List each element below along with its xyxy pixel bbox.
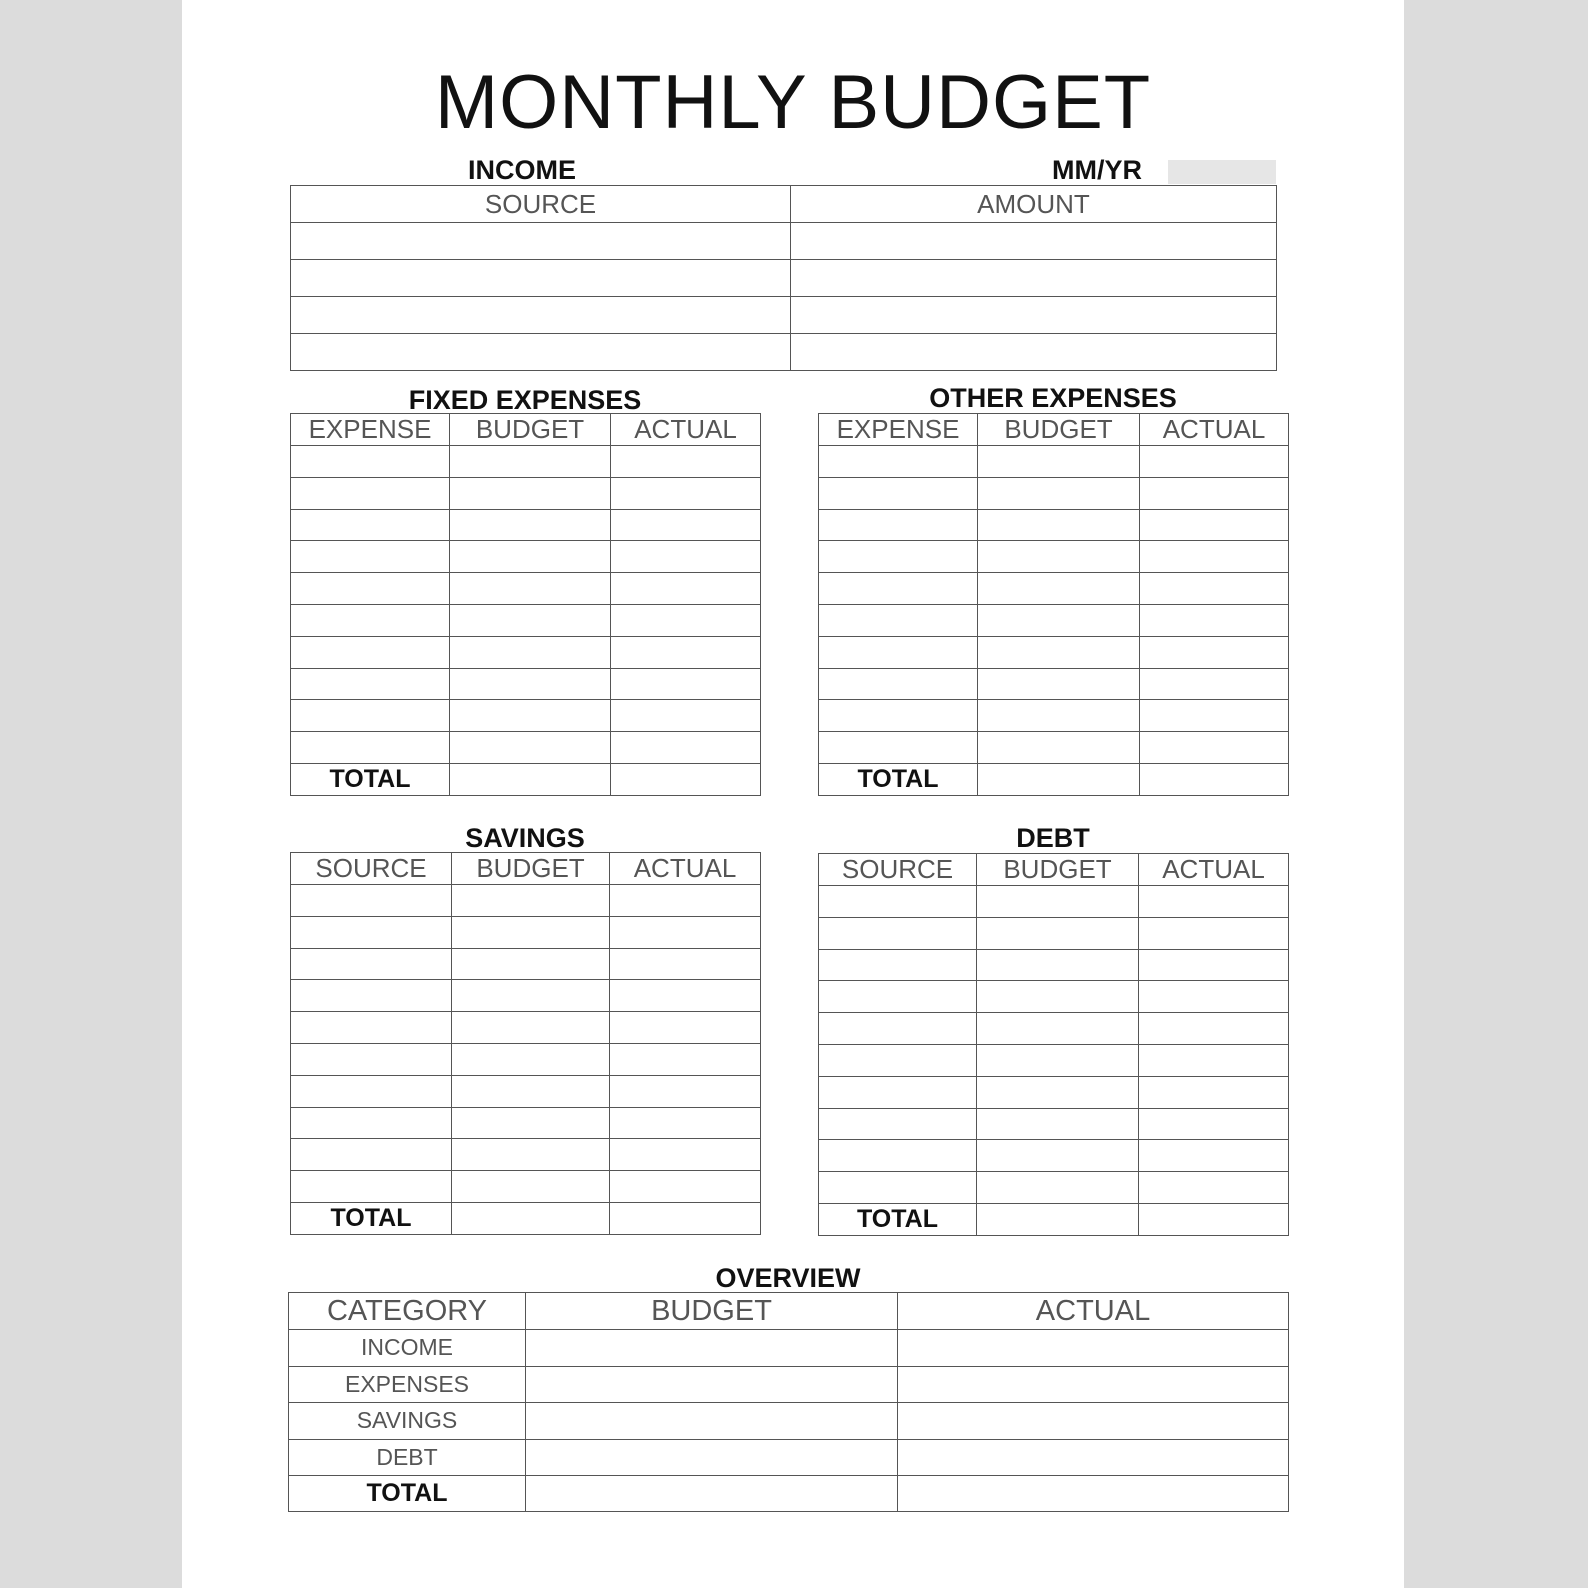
- entry-cell-budget[interactable]: [978, 732, 1140, 764]
- column-header-budget: BUDGET: [977, 854, 1139, 886]
- column-header-amount: AMOUNT: [791, 186, 1277, 223]
- entry-cell-budget[interactable]: [450, 668, 611, 700]
- table-row: [291, 1075, 761, 1107]
- entry-cell-actual[interactable]: [611, 636, 761, 668]
- table-row: [819, 573, 1289, 605]
- category-label-expenses: EXPENSES: [289, 1366, 526, 1403]
- savings-title: SAVINGS: [465, 823, 585, 853]
- entry-cell-source[interactable]: [819, 981, 977, 1013]
- table-row: [291, 541, 761, 573]
- table-row: [819, 477, 1289, 509]
- table-row: [819, 1140, 1289, 1172]
- entry-cell-expense[interactable]: [291, 668, 450, 700]
- entry-cell-amount[interactable]: [791, 260, 1277, 297]
- table-row: [819, 732, 1289, 764]
- total-row: [819, 763, 1289, 795]
- entry-cell-actual[interactable]: [1139, 1013, 1289, 1045]
- entry-cell-actual[interactable]: [1140, 509, 1289, 541]
- entry-cell-budget[interactable]: [452, 948, 610, 980]
- entry-cell-actual[interactable]: [1139, 1140, 1289, 1172]
- total-cell-actual[interactable]: [898, 1476, 1289, 1512]
- total-row: [819, 1203, 1289, 1235]
- debt-title: DEBT: [1016, 823, 1090, 853]
- entry-cell-expense[interactable]: [819, 604, 978, 636]
- entry-cell-actual[interactable]: [1139, 1172, 1289, 1204]
- total-cell-budget[interactable]: [526, 1476, 898, 1512]
- entry-cell-source[interactable]: [291, 1075, 452, 1107]
- entry-cell-source[interactable]: [819, 1076, 977, 1108]
- column-header-expense: EXPENSE: [819, 414, 978, 446]
- entry-cell-source[interactable]: [291, 1139, 452, 1171]
- table-row: [819, 886, 1289, 918]
- entry-cell-budget[interactable]: [450, 700, 611, 732]
- table-row: [291, 1012, 761, 1044]
- table-row: [819, 1172, 1289, 1204]
- entry-cell-actual[interactable]: [611, 477, 761, 509]
- income-title: INCOME: [468, 155, 576, 185]
- header-row: [291, 414, 761, 446]
- entry-cell-actual[interactable]: [1140, 732, 1289, 764]
- entry-cell-actual[interactable]: [611, 732, 761, 764]
- other-expenses-table: [818, 413, 1289, 796]
- entry-cell-budget[interactable]: [452, 1043, 610, 1075]
- table-row: [819, 949, 1289, 981]
- entry-cell-actual[interactable]: [1140, 604, 1289, 636]
- total-cell-budget[interactable]: [978, 763, 1140, 795]
- header-row: [819, 414, 1289, 446]
- header-row: [291, 186, 1277, 223]
- table-row: [819, 636, 1289, 668]
- entry-cell-source[interactable]: [291, 1107, 452, 1139]
- table-row: [291, 700, 761, 732]
- table-row: [291, 446, 761, 478]
- total-label: TOTAL: [819, 763, 978, 795]
- entry-cell-budget[interactable]: [977, 949, 1139, 981]
- entry-cell-budget[interactable]: [977, 1013, 1139, 1045]
- entry-cell-budget[interactable]: [452, 916, 610, 948]
- table-row: [291, 297, 1277, 334]
- entry-cell-source[interactable]: [291, 1012, 452, 1044]
- entry-cell-expense[interactable]: [291, 636, 450, 668]
- table-row: [289, 1439, 1289, 1476]
- entry-cell-actual[interactable]: [610, 885, 761, 917]
- entry-cell-actual[interactable]: [610, 916, 761, 948]
- total-cell-actual[interactable]: [1140, 763, 1289, 795]
- entry-cell-actual[interactable]: [1139, 886, 1289, 918]
- table-row: [291, 260, 1277, 297]
- entry-cell-source[interactable]: [291, 948, 452, 980]
- table-row: [291, 1043, 761, 1075]
- entry-cell-budget[interactable]: [450, 732, 611, 764]
- mmyr-field[interactable]: [1168, 160, 1276, 184]
- header-row: [819, 854, 1289, 886]
- table-row: [291, 732, 761, 764]
- entry-cell-actual[interactable]: [898, 1366, 1289, 1403]
- entry-cell-expense[interactable]: [291, 732, 450, 764]
- entry-cell-actual[interactable]: [610, 1107, 761, 1139]
- entry-cell-actual[interactable]: [1140, 541, 1289, 573]
- fixed-expenses-title: FIXED EXPENSES: [408, 385, 642, 415]
- table-row: [291, 477, 761, 509]
- entry-cell-budget[interactable]: [452, 1012, 610, 1044]
- income-table: [290, 185, 1277, 371]
- entry-cell-source[interactable]: [819, 1140, 977, 1172]
- entry-cell-expense[interactable]: [819, 509, 978, 541]
- entry-cell-actual[interactable]: [611, 700, 761, 732]
- entry-cell-actual[interactable]: [1140, 446, 1289, 478]
- table-row: [291, 604, 761, 636]
- total-cell-budget[interactable]: [450, 763, 611, 795]
- entry-cell-budget[interactable]: [978, 668, 1140, 700]
- entry-cell-expense[interactable]: [819, 636, 978, 668]
- table-row: [291, 948, 761, 980]
- entry-cell-actual[interactable]: [611, 446, 761, 478]
- total-cell-budget[interactable]: [977, 1203, 1139, 1235]
- column-header-budget: BUDGET: [526, 1293, 898, 1330]
- column-header-source: SOURCE: [819, 854, 977, 886]
- column-header-actual: ACTUAL: [898, 1293, 1289, 1330]
- entry-cell-actual[interactable]: [1139, 1044, 1289, 1076]
- table-row: [291, 573, 761, 605]
- entry-cell-actual[interactable]: [1140, 668, 1289, 700]
- entry-cell-source[interactable]: [291, 1171, 452, 1203]
- total-cell-actual[interactable]: [610, 1202, 761, 1234]
- entry-cell-actual[interactable]: [610, 1043, 761, 1075]
- entry-cell-actual[interactable]: [610, 948, 761, 980]
- entry-cell-actual[interactable]: [1139, 1076, 1289, 1108]
- total-cell-actual[interactable]: [1139, 1203, 1289, 1235]
- table-row: [819, 981, 1289, 1013]
- total-row: [289, 1476, 1289, 1512]
- entry-cell-source[interactable]: [819, 1108, 977, 1140]
- entry-cell-actual[interactable]: [1139, 949, 1289, 981]
- entry-cell-actual[interactable]: [1139, 1108, 1289, 1140]
- total-label: TOTAL: [291, 763, 450, 795]
- column-header-actual: ACTUAL: [611, 414, 761, 446]
- entry-cell-budget[interactable]: [450, 477, 611, 509]
- entry-cell-actual[interactable]: [1139, 917, 1289, 949]
- entry-cell-actual[interactable]: [1140, 700, 1289, 732]
- column-header-source: SOURCE: [291, 186, 791, 223]
- total-cell-actual[interactable]: [611, 763, 761, 795]
- entry-cell-actual[interactable]: [1140, 636, 1289, 668]
- table-row: [291, 636, 761, 668]
- total-row: [291, 763, 761, 795]
- entry-cell-actual[interactable]: [611, 509, 761, 541]
- fixed-expenses-table: [290, 413, 761, 796]
- entry-cell-budget[interactable]: [450, 573, 611, 605]
- entry-cell-expense[interactable]: [819, 700, 978, 732]
- table-row: [291, 668, 761, 700]
- page-title: MONTHLY BUDGET: [434, 60, 1152, 145]
- table-row: [291, 1107, 761, 1139]
- entry-cell-budget[interactable]: [450, 636, 611, 668]
- column-header-actual: ACTUAL: [610, 853, 761, 885]
- entry-cell-actual[interactable]: [611, 541, 761, 573]
- table-row: [819, 917, 1289, 949]
- entry-cell-expense[interactable]: [819, 573, 978, 605]
- table-row: [291, 1171, 761, 1203]
- entry-cell-budget[interactable]: [526, 1330, 898, 1367]
- table-row: [819, 509, 1289, 541]
- entry-cell-budget[interactable]: [452, 1107, 610, 1139]
- entry-cell-budget[interactable]: [977, 1076, 1139, 1108]
- entry-cell-budget[interactable]: [526, 1403, 898, 1440]
- entry-cell-budget[interactable]: [978, 636, 1140, 668]
- table-row: [291, 334, 1277, 371]
- entry-cell-budget[interactable]: [978, 604, 1140, 636]
- total-label: TOTAL: [291, 1202, 452, 1234]
- entry-cell-budget[interactable]: [978, 541, 1140, 573]
- category-label-debt: DEBT: [289, 1439, 526, 1476]
- entry-cell-budget[interactable]: [977, 1108, 1139, 1140]
- savings-table: [290, 852, 761, 1235]
- entry-cell-expense[interactable]: [291, 604, 450, 636]
- table-row: [291, 1139, 761, 1171]
- table-row: [819, 1108, 1289, 1140]
- entry-cell-source[interactable]: [819, 1044, 977, 1076]
- column-header-actual: ACTUAL: [1140, 414, 1289, 446]
- mmyr-label: MM/YR: [1052, 155, 1142, 185]
- entry-cell-budget[interactable]: [450, 604, 611, 636]
- total-label: TOTAL: [289, 1476, 526, 1512]
- entry-cell-expense[interactable]: [291, 573, 450, 605]
- table-row: [289, 1403, 1289, 1440]
- table-row: [819, 446, 1289, 478]
- entry-cell-actual[interactable]: [610, 1012, 761, 1044]
- column-header-budget: BUDGET: [450, 414, 611, 446]
- entry-cell-budget[interactable]: [452, 1075, 610, 1107]
- total-label: TOTAL: [819, 1203, 977, 1235]
- column-header-actual: ACTUAL: [1139, 854, 1289, 886]
- table-row: [289, 1366, 1289, 1403]
- entry-cell-source[interactable]: [819, 886, 977, 918]
- entry-cell-actual[interactable]: [898, 1330, 1289, 1367]
- other-expenses-title: OTHER EXPENSES: [929, 383, 1177, 413]
- entry-cell-source[interactable]: [819, 1172, 977, 1204]
- column-header-category: CATEGORY: [289, 1293, 526, 1330]
- entry-cell-actual[interactable]: [611, 573, 761, 605]
- entry-cell-source[interactable]: [291, 885, 452, 917]
- entry-cell-source[interactable]: [819, 917, 977, 949]
- entry-cell-expense[interactable]: [819, 541, 978, 573]
- entry-cell-actual[interactable]: [610, 1171, 761, 1203]
- entry-cell-budget[interactable]: [452, 980, 610, 1012]
- entry-cell-budget[interactable]: [977, 1044, 1139, 1076]
- column-header-expense: EXPENSE: [291, 414, 450, 446]
- entry-cell-budget[interactable]: [978, 509, 1140, 541]
- header-row: [289, 1293, 1289, 1330]
- column-header-source: SOURCE: [291, 853, 452, 885]
- entry-cell-budget[interactable]: [526, 1366, 898, 1403]
- table-row: [819, 668, 1289, 700]
- entry-cell-budget[interactable]: [977, 917, 1139, 949]
- entry-cell-budget[interactable]: [977, 981, 1139, 1013]
- category-label-savings: SAVINGS: [289, 1403, 526, 1440]
- entry-cell-source[interactable]: [291, 297, 791, 334]
- entry-cell-actual[interactable]: [1139, 981, 1289, 1013]
- table-row: [291, 223, 1277, 260]
- entry-cell-expense[interactable]: [819, 446, 978, 478]
- entry-cell-source[interactable]: [291, 223, 791, 260]
- header-row: [291, 853, 761, 885]
- table-row: [819, 541, 1289, 573]
- entry-cell-expense[interactable]: [291, 446, 450, 478]
- entry-cell-expense[interactable]: [819, 477, 978, 509]
- entry-cell-expense[interactable]: [291, 477, 450, 509]
- entry-cell-source[interactable]: [291, 980, 452, 1012]
- entry-cell-source[interactable]: [819, 949, 977, 981]
- entry-cell-expense[interactable]: [819, 668, 978, 700]
- entry-cell-actual[interactable]: [610, 1075, 761, 1107]
- column-header-budget: BUDGET: [452, 853, 610, 885]
- entry-cell-expense[interactable]: [819, 732, 978, 764]
- entry-cell-actual[interactable]: [611, 604, 761, 636]
- entry-cell-source[interactable]: [291, 260, 791, 297]
- entry-cell-source[interactable]: [291, 916, 452, 948]
- entry-cell-actual[interactable]: [898, 1439, 1289, 1476]
- entry-cell-amount[interactable]: [791, 297, 1277, 334]
- entry-cell-budget[interactable]: [977, 886, 1139, 918]
- table-row: [289, 1330, 1289, 1367]
- entry-cell-budget[interactable]: [452, 885, 610, 917]
- entry-cell-expense[interactable]: [291, 700, 450, 732]
- entry-cell-budget[interactable]: [977, 1140, 1139, 1172]
- entry-cell-expense[interactable]: [291, 509, 450, 541]
- entry-cell-source[interactable]: [819, 1013, 977, 1045]
- entry-cell-budget[interactable]: [452, 1171, 610, 1203]
- entry-cell-actual[interactable]: [610, 980, 761, 1012]
- table-row: [819, 1013, 1289, 1045]
- entry-cell-budget[interactable]: [978, 700, 1140, 732]
- table-row: [819, 1044, 1289, 1076]
- entry-cell-budget[interactable]: [978, 446, 1140, 478]
- debt-table: [818, 853, 1289, 1236]
- entry-cell-budget[interactable]: [977, 1172, 1139, 1204]
- entry-cell-budget[interactable]: [450, 446, 611, 478]
- column-header-budget: BUDGET: [978, 414, 1140, 446]
- table-row: [819, 700, 1289, 732]
- table-row: [291, 885, 761, 917]
- category-label-income: INCOME: [289, 1330, 526, 1367]
- entry-cell-amount[interactable]: [791, 334, 1277, 371]
- table-row: [819, 604, 1289, 636]
- entry-cell-source[interactable]: [291, 1043, 452, 1075]
- entry-cell-budget[interactable]: [978, 477, 1140, 509]
- entry-cell-amount[interactable]: [791, 223, 1277, 260]
- entry-cell-actual[interactable]: [1140, 573, 1289, 605]
- entry-cell-budget[interactable]: [450, 541, 611, 573]
- entry-cell-source[interactable]: [291, 334, 791, 371]
- entry-cell-actual[interactable]: [898, 1403, 1289, 1440]
- table-row: [291, 980, 761, 1012]
- table-row: [291, 509, 761, 541]
- entry-cell-expense[interactable]: [291, 541, 450, 573]
- total-cell-budget[interactable]: [452, 1202, 610, 1234]
- entry-cell-actual[interactable]: [611, 668, 761, 700]
- budget-page: [182, 0, 1404, 1588]
- table-row: [291, 916, 761, 948]
- total-row: [291, 1202, 761, 1234]
- entry-cell-budget[interactable]: [978, 573, 1140, 605]
- entry-cell-actual[interactable]: [610, 1139, 761, 1171]
- entry-cell-budget[interactable]: [450, 509, 611, 541]
- table-row: [819, 1076, 1289, 1108]
- entry-cell-budget[interactable]: [526, 1439, 898, 1476]
- entry-cell-budget[interactable]: [452, 1139, 610, 1171]
- overview-table: [288, 1292, 1289, 1512]
- entry-cell-actual[interactable]: [1140, 477, 1289, 509]
- overview-title: OVERVIEW: [715, 1263, 861, 1293]
